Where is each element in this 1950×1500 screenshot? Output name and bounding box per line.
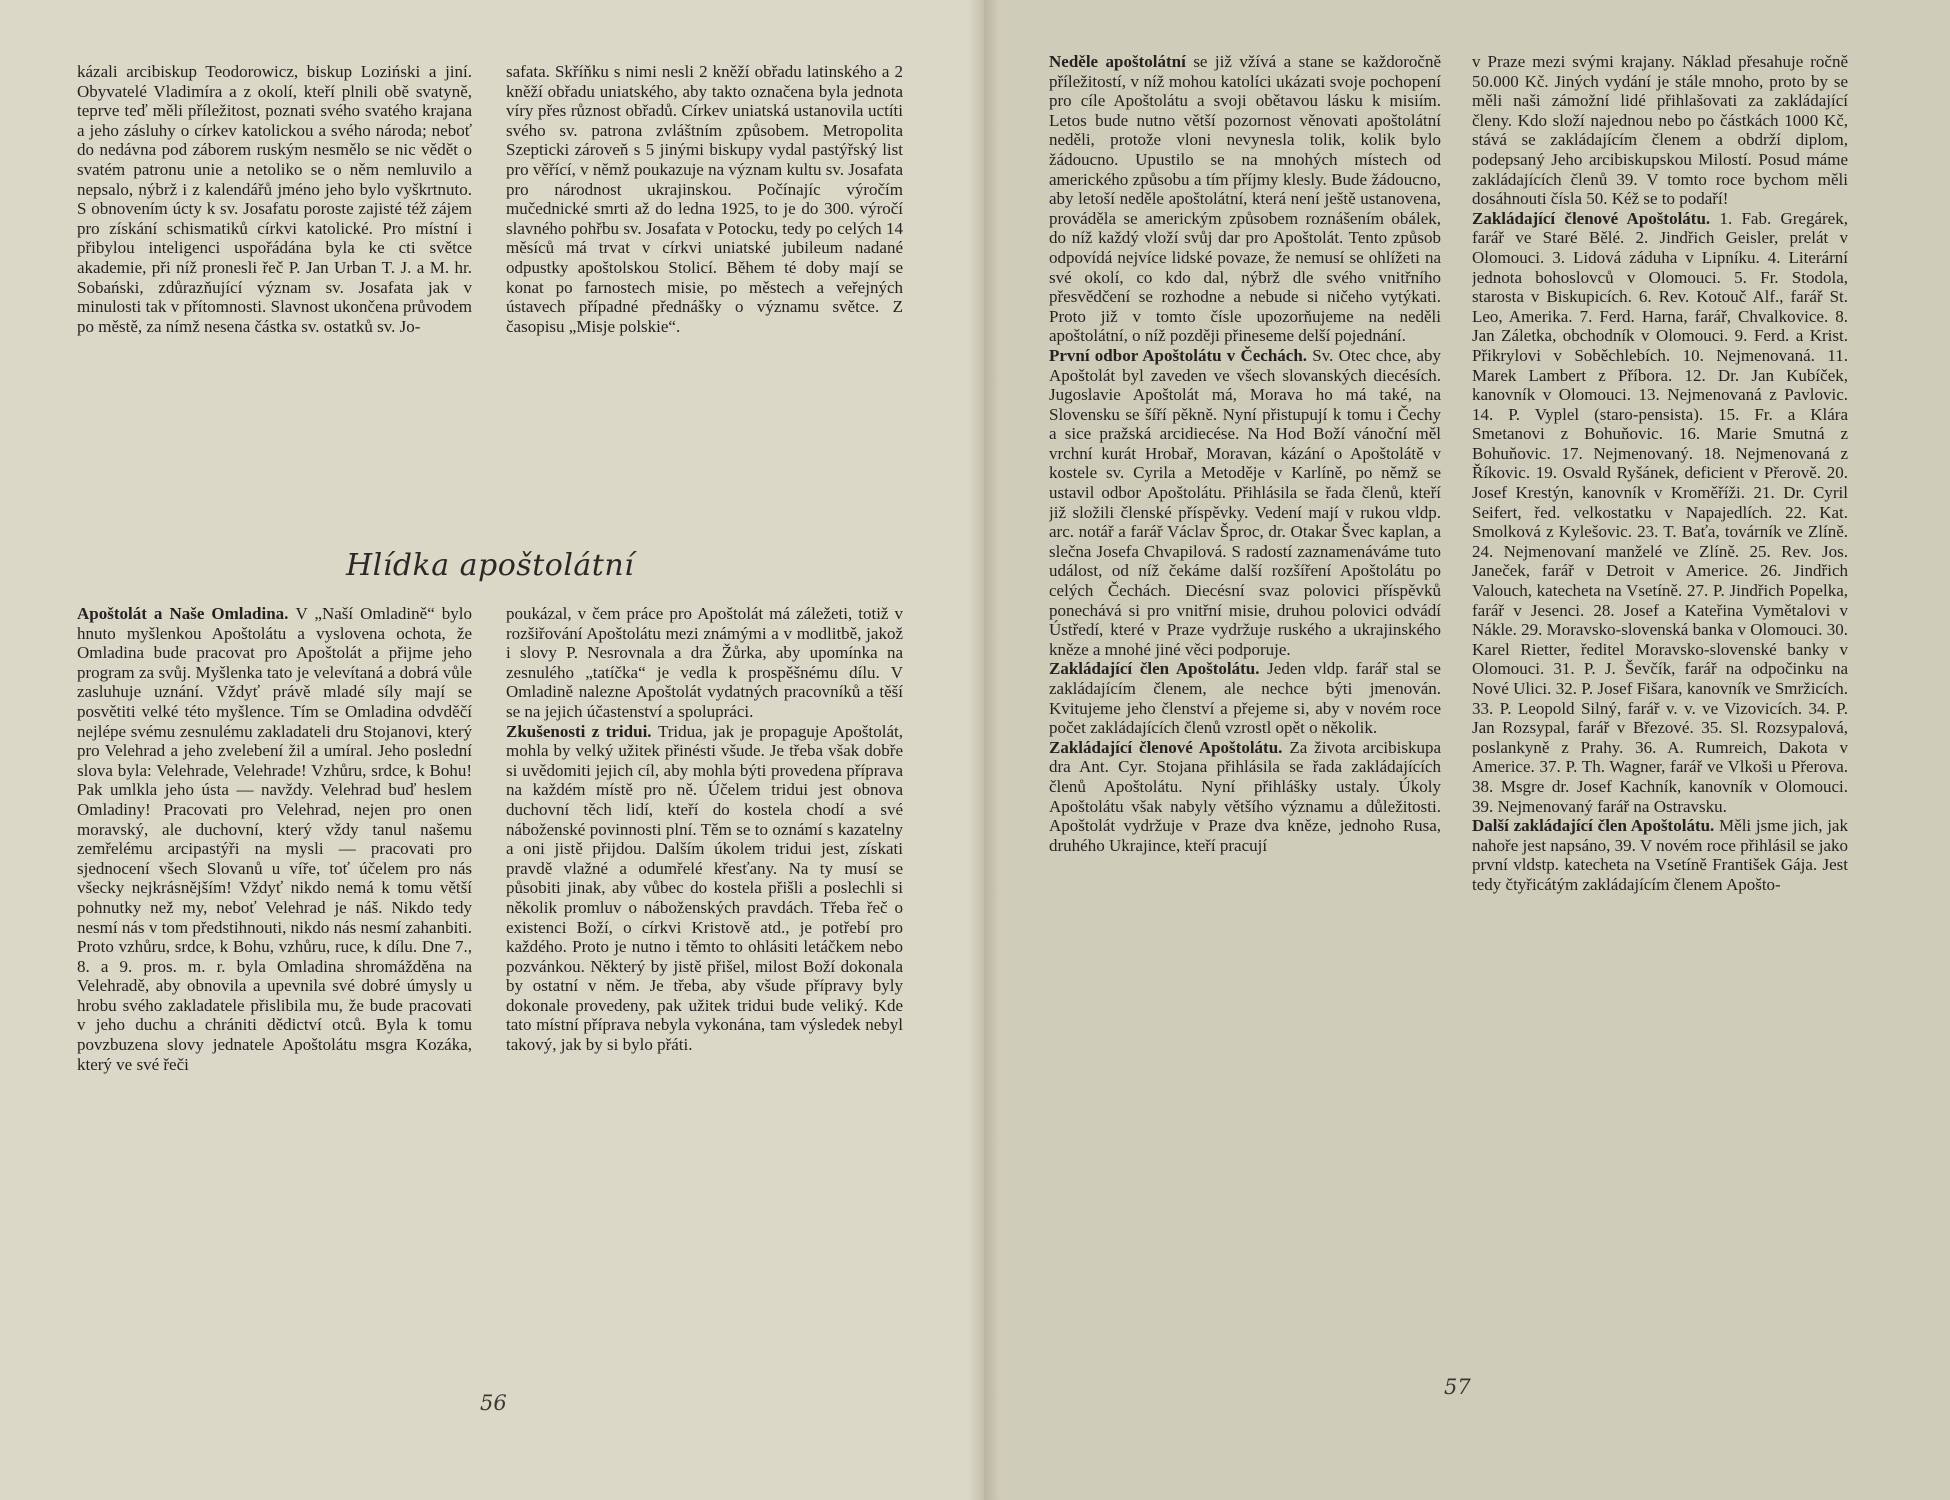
article-text: Za života arcibiskupa dra Ant. Cyr. Stojana přihlásila se řada zakládajících členů Apoštolátu. Nyní přihlášky ustaly. Úkoly Apoštolátu však nabyly většího významu a důležitosti. Apoštolát vydržuje v Praze dva kněze, jednoho Rusa, druhého Ukrajince, kteří pracují: [1049, 737, 1441, 855]
article-text: v Praze mezi svými krajany. Náklad přesahuje ročně 50.000 Kč. Jiných vydání je stále mnoho, proto by se měli naši zámožní lidé přihlašovati za zakládající členy. Kdo složí najednou nebo po částkách 1000 Kč, stává se zakládajícím členem a obdrží diplom, podepsaný Jeho arcibiskupskou Milostí. Posud máme zakládajících členů 39. V tomto roce bychom měli dosáhnouti čísla 50. Kéž se to podaří!: [1472, 52, 1848, 209]
article-heading: Apoštolát a Naše Omladina.: [77, 604, 296, 623]
article-heading: Další zakládající člen Apoštolátu.: [1472, 816, 1720, 836]
right-column-1: [1049, 52, 1441, 1422]
left-bottom-column-2: [506, 604, 903, 1440]
article-heading: Zakládající členové Apoštolátu.: [1472, 208, 1720, 228]
article-text: Tridua, jak je propaguje Apoštolát, mohla by velký užitek přinésti všude. Je třeba však dobře si uvědomiti jejich cíl, aby mohla býti provedena příprava na každém místě pro ně. Účelem tridui jest obnova duchovní těch lidí, kteří do kostela chodí a své náboženské povinnosti plní. Těm se to oznámí s kazatelny a oni jistě přijdou. Dalším úkolem tridui jest, získati pravdě vlažné a odumřelé křesťany. Na ty musí se působiti jinak, aby vůbec do kostela přišli a poslechli si několik promluv o náboženských pravdách. Třeba řeč o existenci Boží, o církvi Kristově atd., je potřebí pro každého. Proto je nutno i těmto to ohlásiti letáčkem nebo pozvánkou. Některý by jistě přišel, milost Boží dokonala by ostatní v něm. Je třeba, aby všude přípravy byly dokonale provedeny, pak užitek tridui bude veliký. Kde tato místní příprava nebyla vykonána, tam výsledek nebyl takový, jak by si bylo přáti.: [506, 721, 903, 1055]
article-heading: Zakládající členové Apoštolátu.: [1049, 737, 1290, 757]
article-text: se již vžívá a stane se každoročně příležitostí, v níž mohou katolíci ukázati svoje pochopení pro cíle Apoštolátu a svoji obětavou lásku k misiím. Letos bude nutno větší pozornost věnovati apoštolátní neděli, protože vloni nevynesla tolik, kolik bylo žádoucno. Upustilo se na mnohých místech od amerického způsobu a tím příjmy klesly. Bude žádoucno, aby letoší neděle apoštolátní, která není ještě ustanovena, prováděla se americkým způsobem roznášením obálek, do níž každý vloží svůj dar pro Apoštolát. Tento způsob odpovídá nejvíce lidské povaze, že nemusí se ohlížeti na své okolí, co kdo dal, nýbrž dle svého vnitřního přesvědčení se rozhodne a nebude si ničeho vytýkati. Proto již v tomto čísle upozorňujeme na neděli apoštolátní, o níž později přineseme delší pojednání.: [1049, 52, 1441, 346]
article-text: Měli jsme jich, jak nahoře jest napsáno, 39. V novém roce přihlásil se jako první vldstp. katecheta na Vsetíně František Gája. Jest tedy čtyřicátým zakládajícím členem Apošto-: [1472, 816, 1848, 894]
left-bottom-column-1: [77, 604, 472, 1440]
article-text: Jeden vldp. farář stal se zakládajícím členem, ale nechce býti jmenován. Kvitujeme jeho členství a přejeme si, aby v novém roce počet zakládajících členů vzrostl opět o několik.: [1049, 659, 1441, 738]
left-top-column-1: [77, 62, 472, 517]
article-text: V „Naší Omladině“ bylo hnuto myšlenkou Apoštolátu a vyslovena ochota, že Omladina bude pracovat pro Apoštolát a přijme jeho program za svůj. Myšlenka tato je velevítaná a dobrá vůle zasluhuje uznání. Vždyť právě mladé síly mají se posvětiti velké této myšlence. Tím se Omladina odvděčí nejlépe svému zesnulému zakladateli dru Stojanovi, který pro Velehrad a jeho zvelebení žil a umíral. Jeho poslední slova byla: Velehrade, Velehrade! Vzhůru, srdce, k Bohu! Pak umlkla jeho ústa — navždy. Velehrad buď heslem Omladiny! Pracovati pro Velehrad, nejen pro onen moravský, ale duchovní, který vždy tanul našemu zemřelému arcipastýři na mysli — pracovati pro sjednocení všech Slovanů u víře, toť účelem pro nás všecky nejkrásnějším! Vždyť nikdo nemá k tomu větší pohnutky než my, neboť Velehrad je náš. Nikdo tedy nesmí nás v tom předstihnouti, nikdo nás nesmí zahanbiti. Proto vzhůru, srdce, k Bohu, vzhůru, ruce, k dílu. Dne 7., 8. a 9. pros. m. r. byla Omladina shromážděna na Velehradě, aby obnovila a upevnila své dobré úmysly u hrobu svého zakladatele přislibila mu, že bude pracovati v jeho duchu a chrániti dědictví otců. Byla k tomu povzbuzena slovy jednatele Apoštolátu msgra Kozáka, který ve své řeči: [77, 604, 472, 1074]
article-text: safata. Skříňku s nimi nesli 2 kněží obřadu latinského a 2 kněží obřadu uniatského, aby takto označena byla jednota víry přes různost obřadů. Církev uniatská ustanovila uctíti svého sv. patrona zvláštním způsobem. Metropolita Szepticki zároveň s 5 jinými biskupy vydal pastýřský list pro věřící, v němž poukazuje na význam kultu sv. Josafata pro národnost ukrajinskou. Počínajíc výročím mučednické smrti až do ledna 1925, to je do 300. výročí slavného pohřbu sv. Josafata v Potocku, tedy po celých 14 měsíců má trvat v církvi uniatské jubileum nadané odpustky apoštolskou Stolicí. Během té doby mají se konat po farnostech misie, po městech a veřejných ústavech případné přednášky o významu světce. Z časopisu „Misje polskie“.: [506, 62, 903, 336]
left-top-column-2: [506, 62, 903, 517]
book-gutter: [968, 0, 1000, 1500]
page-number-right: 57: [1444, 1375, 1471, 1399]
member-list: 1. Fab. Gregárek, farář ve Staré Bělé. 2. Jindřich Geisler, prelát v Olomouci. 3. Lidová záduha v Lipníku. 4. Literární jednota bohoslovců v Olomouci. 5. Fr. Stodola, starosta v Biskupicích. 6. Rev. Kotouč Alf., farář St. Leo, Amerika. 7. Ferd. Harna, farář, Chvalkovice. 8. Jan Záletka, obchodník v Olomouci. 9. Ferd. a Krist. Přikrylovi v Soběchlebích. 10. Nejmenovaná. 11. Marek Lambert z Příbora. 12. Dr. Jan Kubíček, kanovník v Olomouci. 13. Nejmenovaná z Pavlovic. 14. P. Vyplel (staro-pensista). 15. Fr. a Klára Smetanovi z Bohuňovic. 16. Marie Smutná z Bohuňovic. 17. Nejmenovaný. 18. Nejmenovaná z Říkovic. 19. Osvald Ryšánek, deficient v Přerově. 20. Josef Krestýn, kanovník v Kroměříži. 21. Dr. Cyril Seifert, řed. velkostatku v Napajedlích. 22. Kat. Smolková z Kylešovic. 23. T. Baťa, továrník ve Zlíně. 24. Nejmenovaní manželé ve Zlíně. 25. Rev. Jos. Janeček, farář v Detroit v Americe. 26. Jindřich Valouch, katecheta na Vsetíně. 27. P. Jindřich Popelka, farář v Jesenci. 28. Josef a Kateřina Vymětalovi v Nákle. 29. Moravsko-slovenská banka v Olomouci. 30. Karel Rietter, ředitel Moravsko-slovenské banky v Olomouci. 31. P. J. Ševčík, farář na odpočinku na Nové Ulici. 32. P. Josef Fišara, kanovník ve Smržicích. 33. P. Leopold Silný, farář v. v. ve Vizovicích. 34. P. Jan Rozsypal, farář v Březové. 35. Sl. Rozsypalová, poslankyně z Prahy. 36. A. Rumreich, Dakota v Americe. 37. P. Th. Wagner, farář ve Vlkoši u Přerova. 38. Msgre dr. Josef Kachník, kanovník v Olomouci. 39. Nejmenovaný farář na Ostravsku.: [1472, 208, 1848, 816]
article-heading: Zakládající člen Apoštolátu.: [1049, 659, 1268, 679]
article-text: Sv. Otec chce, aby Apoštolát byl zaveden ve všech slovanských diecésích. Jugoslavie Apoštolát má, Morava ho má také, na Slovensku se šíří pěkně. Nyní přistupují k tomu i Čechy a sice pražská arcidiecése. Na Hod Boží vánoční měl vrchní kurát Hrobař, Moravan, kázání o Apoštolátě v kostele sv. Cyrila a Metoděje v Karlíně, po němž se ustavil odbor Apoštolátu. Přihlásila se řada členů, kteří již složili členské příspěvky. Vedení mají v rukou vldp. arc. notář a farář Václav Šproc, dr. Otakar Švec kaplan, a slečna Josefa Chvapilová. S radostí zaznamenáváme tuto událost, od níž čekáme další rozšíření Apoštolátu po celých Čechách. Diecésní svaz polovici příspěvků ponechává si pro vnitřní misie, druhou polovici odvádí Ústředí, které v Praze vydržuje ruského a ukrajinského kněze a mnohé jiné věci podporuje.: [1049, 345, 1441, 659]
right-column-2: [1472, 52, 1848, 1422]
article-heading: Neděle apoštolátní: [1049, 52, 1194, 71]
article-heading: Zkušenosti z tridui.: [506, 721, 658, 741]
section-title: Hlídka apoštolátní: [346, 548, 635, 583]
article-text: poukázal, v čem práce pro Apoštolát má záležeti, totiž v rozšiřování Apoštolátu mezi známými a v modlitbě, jakož i slovy P. Nesrovnala a dra Žůrka, aby upomínka na zesnulého „tatíčka“ je vedla k prospěšnému dílu. V Omladině nalezne Apoštolát vydatných pracovníků a těší se na jejich účastenství a spolupráci.: [506, 604, 903, 721]
article-text: kázali arcibiskup Teodorowicz, biskup Loziński a jiní. Obyvatelé Vladimíra a z okolí, kteří plnili obě svatyně, teprve teď měli příležitost, poznati svého svatého krajana a jeho zásluhy o církev katolickou a svého národa; neboť do nedávna pod záborem ruským nesmělo se nic vědět o svatém patronu unie a netoliko se o něm nemluvilo a nepsalo, nýbrž i z kalendářů jméno jeho bylo vyškrtnuto. S obnovením úcty k sv. Josafatu poroste zajisté též zájem pro získání schismatiků církvi katolické. Pro místní i přibylou inteligenci uspořádána byla ke cti světce akademie, při níž pronesli řeč P. Jan Urban T. J. a M. hr. Sobański, zdůrazňující význam sv. Josafata jak v minulosti tak v přítomnosti. Slavnost ukončena průvodem po městě, za nímž nesena částka sv. ostatků sv. Jo-: [77, 62, 472, 336]
article-heading: První odbor Apoštolátu v Čechách.: [1049, 345, 1313, 365]
page-number-left: 56: [480, 1391, 507, 1415]
